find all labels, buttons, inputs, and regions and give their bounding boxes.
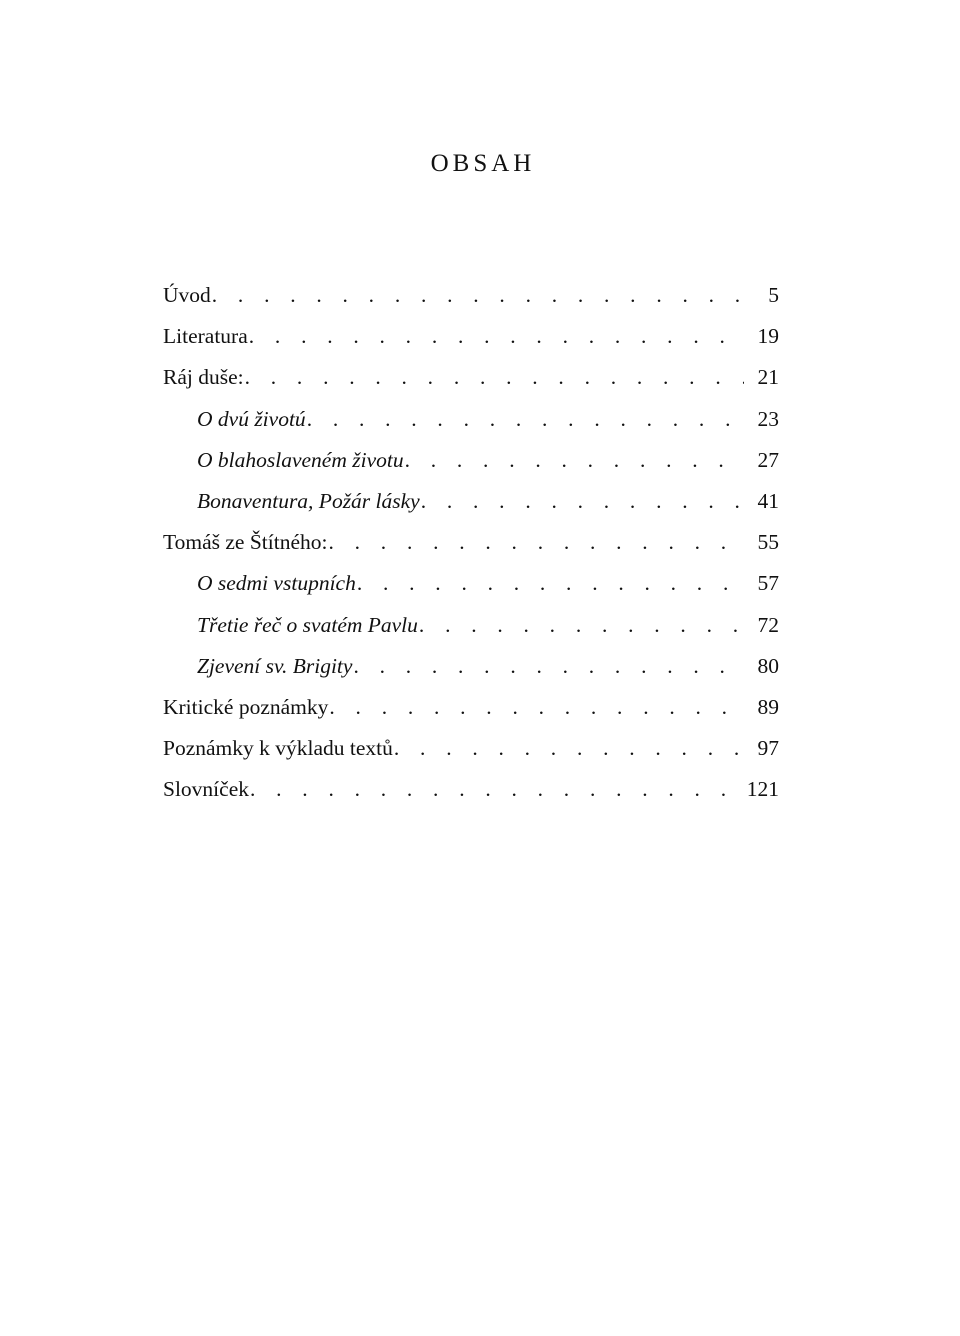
toc-entry-raj-duse[interactable] xyxy=(163,365,779,406)
toc-entry-tomas-ze-stitneho[interactable] xyxy=(163,530,779,571)
dot-leader xyxy=(329,695,743,719)
dot-leader xyxy=(329,530,744,554)
toc-entry-literatura[interactable] xyxy=(163,324,779,365)
toc-entry-label: O blahoslaveném životu xyxy=(197,447,404,472)
toc-entry-label: Zjevení sv. Brigity xyxy=(197,653,353,678)
toc-page-number: 80 xyxy=(757,653,779,678)
toc-entry-kriticke-poznamky[interactable] xyxy=(163,695,779,736)
dot-leader xyxy=(307,407,744,431)
toc-entry-label: Literatura xyxy=(163,324,248,349)
toc-page-number: 5 xyxy=(768,283,779,307)
toc-entry-o-blahoslavenem-zivotu[interactable] xyxy=(163,448,779,489)
dot-leader xyxy=(394,736,744,760)
toc-page-number: 57 xyxy=(757,571,779,596)
dot-leader xyxy=(353,654,743,678)
dot-leader xyxy=(212,283,754,307)
toc-entry-label: Tomáš ze Štítného: xyxy=(163,530,328,555)
toc-entry-label: Úvod xyxy=(163,283,211,307)
toc-entry-zjeveni-sv-brigity[interactable] xyxy=(163,654,779,695)
toc-entry-label: Kritické poznámky xyxy=(163,694,329,719)
toc-page-number: 89 xyxy=(757,694,779,719)
toc-entry-poznamky-k-vykladu[interactable] xyxy=(163,736,779,777)
dot-leader xyxy=(249,324,744,348)
toc-entry-label: Poznámky k výkladu textů xyxy=(163,736,393,761)
dot-leader xyxy=(357,571,744,595)
toc-entry-tretie-rec[interactable] xyxy=(163,613,779,654)
toc-entry-label: Bonaventura, Požár lásky xyxy=(197,488,420,513)
toc-entry-label: Ráj duše: xyxy=(163,365,244,390)
toc-entry-slovnicek[interactable] xyxy=(163,777,779,818)
toc-page-number: 72 xyxy=(757,612,779,637)
toc-page-number: 21 xyxy=(757,365,779,390)
toc-entry-o-sedmi-vstupnich[interactable] xyxy=(163,571,779,612)
toc-entry-label: Třetie řeč o svatém Pavlu xyxy=(197,612,418,637)
toc-entry-uvod[interactable] xyxy=(163,283,779,324)
table-of-contents xyxy=(163,283,779,818)
toc-entry-label: O sedmi vstupních xyxy=(197,571,356,596)
dot-leader xyxy=(250,777,733,801)
toc-page-number: 121 xyxy=(746,777,779,802)
toc-page-number: 27 xyxy=(757,447,779,472)
toc-page-number: 97 xyxy=(757,736,779,761)
toc-page-number: 55 xyxy=(757,530,779,555)
toc-page-number: 23 xyxy=(757,406,779,431)
toc-entry-bonaventura[interactable] xyxy=(163,489,779,530)
toc-page-number: 19 xyxy=(757,324,779,349)
dot-leader xyxy=(245,365,744,389)
toc-entry-label: Slovníček xyxy=(163,777,249,802)
dot-leader xyxy=(405,448,744,472)
toc-entry-label: O dvú životú xyxy=(197,406,306,431)
toc-page-number: 41 xyxy=(757,488,779,513)
toc-entry-o-dvu-zivotu[interactable] xyxy=(163,407,779,448)
dot-leader xyxy=(419,613,744,637)
dot-leader xyxy=(421,489,744,513)
page-title: OBSAH xyxy=(430,150,536,177)
